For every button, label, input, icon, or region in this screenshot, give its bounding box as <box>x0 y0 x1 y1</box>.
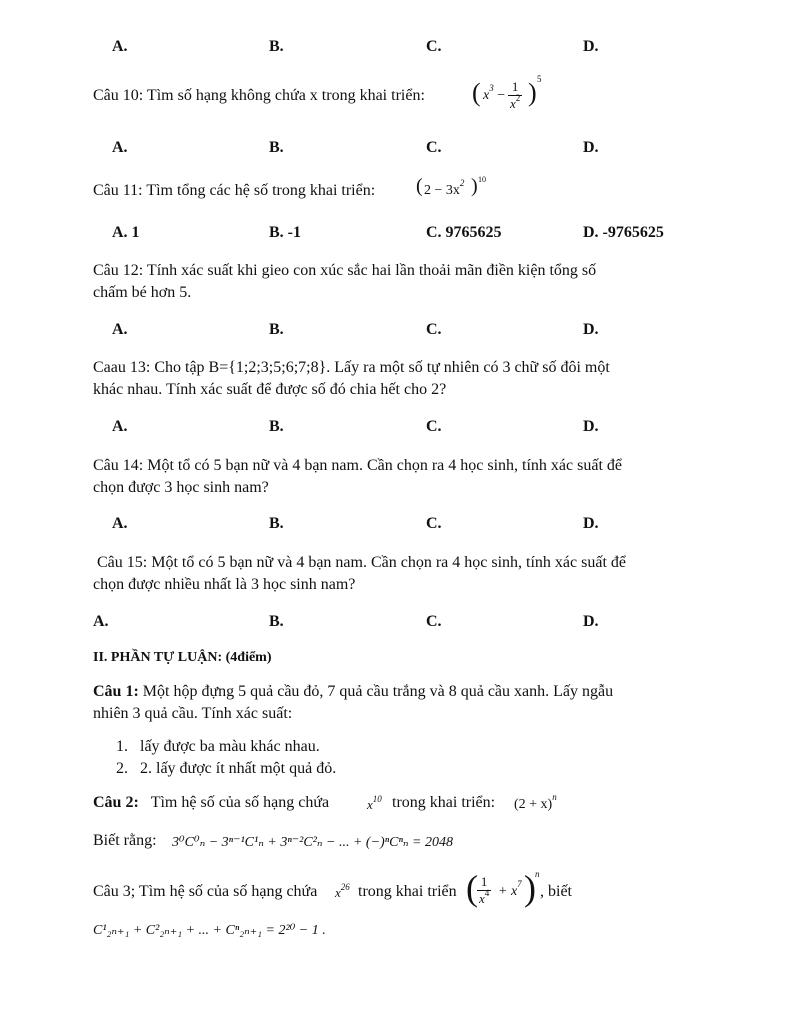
question-14-line-1: Câu 14: Một tổ có 5 bạn nữ và 4 bạn nam. Cần chọn ra 4 học sinh, tính xác suất để <box>93 457 623 474</box>
option-b: B. <box>269 321 284 338</box>
question-14 <box>93 455 622 499</box>
option-b: B. <box>269 515 284 532</box>
question-14-line-2: chọn được 3 học sinh nam? <box>93 479 269 496</box>
list-item: 2. 2. lấy được ít nhất một quả đỏ. <box>116 760 337 777</box>
essay-2-term: $x^{10}$ <box>367 793 382 812</box>
option-a: A. <box>112 139 128 156</box>
question-15-line-2: chọn được nhiều nhất là 3 học sinh nam? <box>93 576 356 593</box>
question-13-line-1: Caau 13: Cho tập B={1;2;3;5;6;7;8}. Lấy ra một số tự nhiên có 3 chữ số đôi một <box>93 359 610 376</box>
question-10-text: Câu 10: Tìm số hạng không chứa x trong khai triển: <box>93 87 425 104</box>
question-12-line-1: Câu 12: Tính xác suất khi gieo con xúc sắc hai lần thoải mãn điền kiện tổng số <box>93 262 597 279</box>
essay-2-label: Câu 2: <box>93 794 139 811</box>
q10-fraction: $\frac{1}{x^2}$ <box>510 79 521 111</box>
essay-1-list <box>116 736 336 780</box>
open-paren: ( <box>466 868 478 908</box>
option-d: D. <box>583 418 599 435</box>
option-b: B. <box>269 418 284 435</box>
essay-3-text-2: trong khai triển <box>358 883 457 900</box>
question-15 <box>93 552 626 596</box>
open-paren: ( <box>416 175 423 197</box>
option-c: C. <box>426 139 442 156</box>
list-item: 1. lấy được ba màu khác nhau. <box>116 738 320 755</box>
option-b: B. -1 <box>269 224 301 241</box>
option-c: C. <box>426 418 442 435</box>
option-a: A. <box>112 418 128 435</box>
q11-expr: $2 - 3x^2$ <box>424 178 465 198</box>
essay-1-line-1: Một hộp đựng 5 quả cầu đỏ, 7 quả cầu trắng và 8 quả cầu xanh. Lấy ngẫu <box>138 683 614 700</box>
option-a: A. <box>112 515 128 532</box>
q11-power: 10 <box>478 175 486 184</box>
close-paren: ) <box>471 175 478 197</box>
essay-3-power: n <box>535 869 540 879</box>
essay-2-given: Biết rằng: <box>93 832 157 849</box>
essay-question-1 <box>93 681 613 725</box>
option-d: D. <box>583 613 599 630</box>
section-heading: II. PHẦN TỰ LUẬN: (4điểm) <box>93 650 272 665</box>
option-b: B. <box>269 38 284 55</box>
option-c: C. <box>426 515 442 532</box>
q10-power: 5 <box>537 74 542 84</box>
option-c: C. <box>426 321 442 338</box>
close-paren: ) <box>528 78 537 107</box>
question-12 <box>93 260 596 304</box>
essay-2-text-2: trong khai triển: <box>392 794 496 811</box>
option-a: A. <box>93 613 109 630</box>
essay-1-label: Câu 1: <box>93 683 139 700</box>
essay-2-text: Tìm hệ số của số hạng chứa <box>143 794 330 811</box>
essay-2-identity: 3⁰C⁰ₙ − 3ⁿ⁻¹C¹ₙ + 3ⁿ⁻²C²ₙ − ... + (−)ⁿCⁿₙ = 2048 <box>172 835 453 850</box>
essay-3-text-3: , biết <box>540 883 572 900</box>
question-13-line-2: khác nhau. Tính xác suất để được số đó chia hết cho 2? <box>93 381 447 398</box>
question-13 <box>93 357 610 401</box>
essay-3-identity: C¹₂ₙ₊₁ + C²₂ₙ₊₁ + ... + Cⁿ₂ₙ₊₁ = 2²⁰ − 1 . <box>93 923 326 938</box>
essay-1-line-2: nhiên 3 quả cầu. Tính xác suất: <box>93 705 293 722</box>
option-d: D. <box>583 38 599 55</box>
option-c: C. <box>426 38 442 55</box>
option-a: A. 1 <box>112 224 140 241</box>
option-c: C. 9765625 <box>426 224 502 241</box>
option-c: C. <box>426 613 442 630</box>
option-b: B. <box>269 613 284 630</box>
option-d: D. <box>583 321 599 338</box>
essay-3-term: $x^{26}$ <box>335 881 350 900</box>
option-a: A. <box>112 38 128 55</box>
essay-3-text: Câu 3; Tìm hệ số của số hạng chứa <box>93 883 318 900</box>
essay-3-fraction: $\frac{1}{x^4}$ <box>479 874 490 906</box>
q10-term: $x^3$ − <box>483 83 506 103</box>
option-d: D. <box>583 515 599 532</box>
question-12-line-2: chấm bé hơn 5. <box>93 284 192 301</box>
option-b: B. <box>269 139 284 156</box>
close-paren: ) <box>524 868 536 908</box>
open-paren: ( <box>472 78 481 107</box>
option-d: D. -9765625 <box>583 224 664 241</box>
essay-3-plus: + $x^7$ <box>498 879 522 899</box>
essay-2-expr: $(2 + x)^n$ <box>514 792 557 812</box>
question-11-text: Câu 11: Tìm tổng các hệ số trong khai triển: <box>93 182 376 199</box>
option-a: A. <box>112 321 128 338</box>
question-15-line-1: Câu 15: Một tổ có 5 bạn nữ và 4 bạn nam. Cần chọn ra 4 học sinh, tính xác suất để <box>93 554 627 571</box>
option-d: D. <box>583 139 599 156</box>
